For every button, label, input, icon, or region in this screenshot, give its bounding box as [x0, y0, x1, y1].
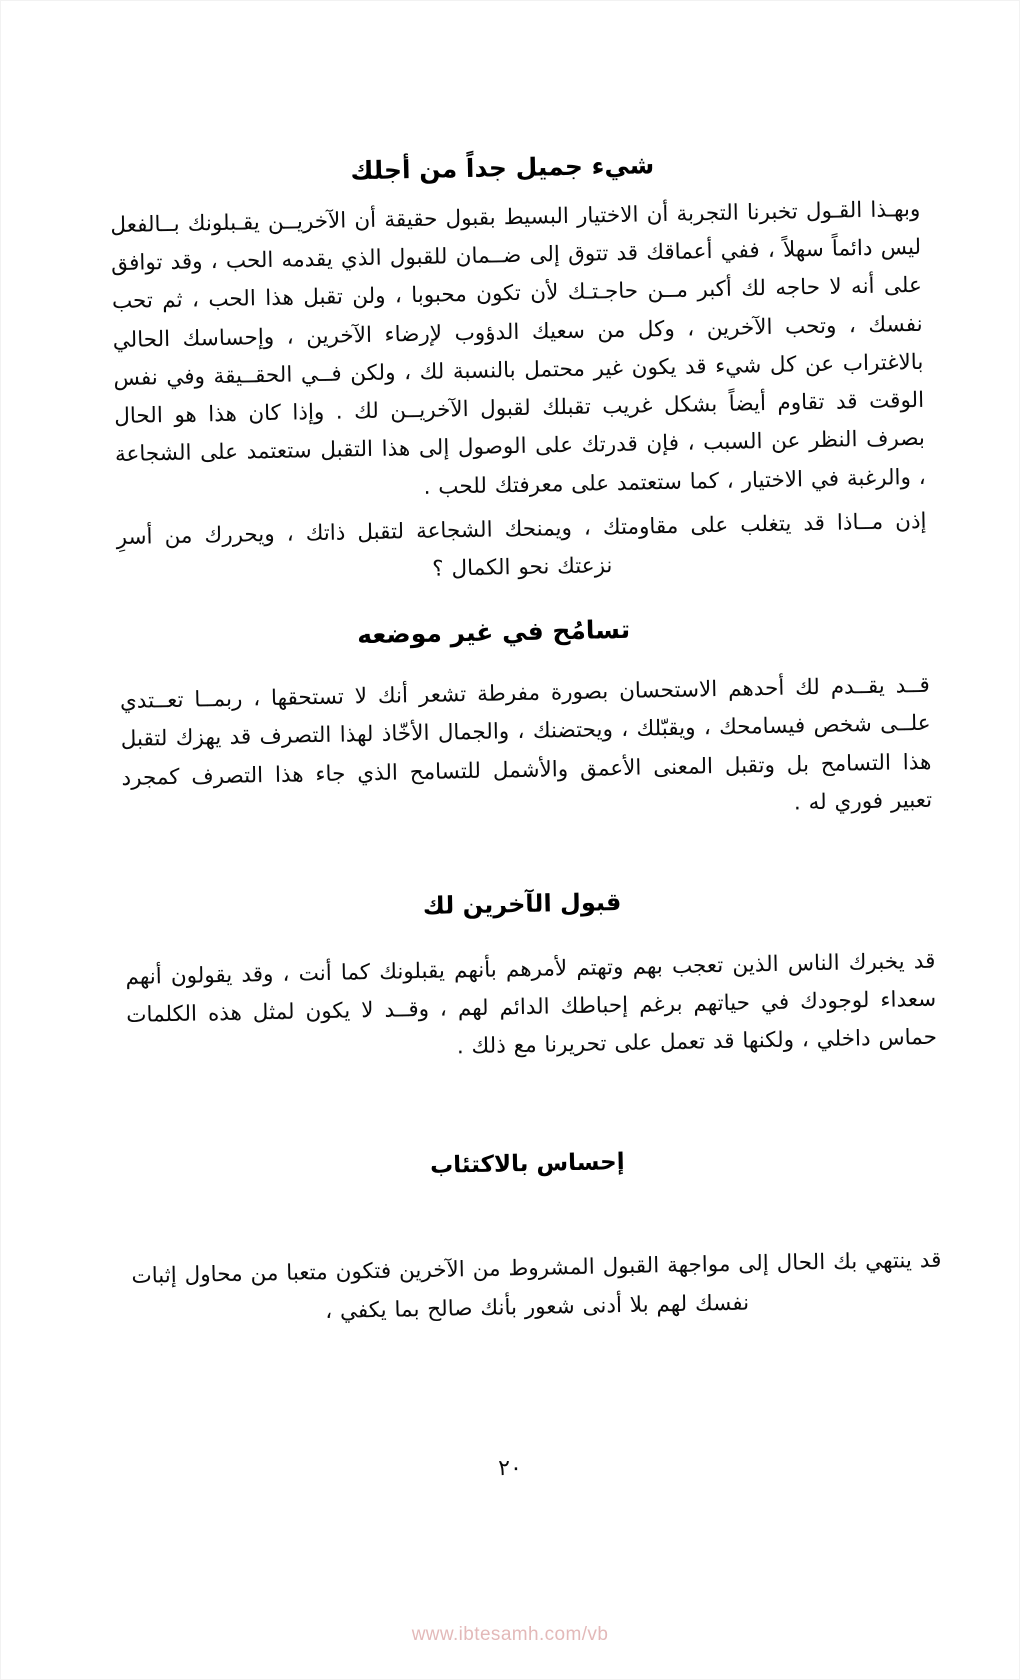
- paragraph-feeling-depressed-1: قد ينتهي بك الحال إلى مواجهة القبول المشروط من الآخرين فتكون متعبا من محاول إثبات نفسك لهم بلا أدنى شعور بأنك صالح بما يكفي ،: [131, 1248, 942, 1324]
- paragraph-misplaced-tolerance-1: قــد يقــدم لك أحدهم الاستحسان بصورة مفرطة تشعر أنك لا تستحقها ، ربمــا تعــتدي علــى شخص فيسامحك ، ويقبّلك ، ويحتضنك ، والجمال الأخّاذ لهذا التصرف قد يهزك لتقبل هذا التسامح بل وتقبل المعنى الأعمق والأشمل للتسامح الذي جاء هذا التصرف كمجرد تعبير فوري له .: [119, 672, 933, 816]
- site-watermark: www.ibtesamh.com/vb: [411, 1624, 609, 1645]
- section-heading-misplaced-tolerance: تسامُح في غير موضعه: [356, 615, 631, 650]
- section-heading-acceptance-by-others: قبول الآخرين لك: [422, 888, 622, 921]
- page-number: ٢٠: [497, 1455, 522, 1482]
- section-heading-something-beautiful: شيء جميل جداً من أجلك: [350, 150, 655, 186]
- paragraph-something-beautiful-1: وبهـذا القـول تخبرنا التجربة أن الاختيار البسيط بقبول حقيقة أن الآخريــن يقـبلونك بــالفعل ليس دائماً سهلاً ، ففي أعماقك قد تتوق إلى ضــمان للقبول الذي يقدمه الحب ، وقد توافق على أنه لا حاجه لك أكبر مــن حاجـتـك لأن تكون محبوبا ، ولن تقبل هذا الحب ، ثم تحب نفسك ، وتحب الآخرين ، وكل من سعيك الدؤوب لإرضاء الآخرين ، وإحساسك الحالي بالاغتراب عن كل شيء قد يكون غير محتمل بالنسبة لك ، ولكن فــي الحقــيقة وفي نفس الوقت قد تقاوم أيضاً بشكل غريب تقبلك لقبول الآخريــن لك . وإذا كان هذا هو الحال بصرف النظر عن السبب ، فإن قدرتك على الوصول إلى هذا التقبل ستعتمد على الشجاعة ، والرغبة في الاختيار ، كما ستعتمد على معرفتك للحب .: [110, 196, 926, 500]
- page-text-body: [109, 143, 943, 1341]
- paragraph-acceptance-by-others-1: قد يخبرك الناس الذين تعجب بهم وتهتم لأمرهم بأنهم يقبلونك كما أنت ، وقد يقولون أنهم سعداء لوجودك في حياتهم برغم إحباطك الدائم لهم ، وقــد لا يكون لمثل هذه الكلمات حماس داخلي ، ولكنها قد تعمل على تحريرنا مع ذلك .: [125, 948, 938, 1060]
- section-heading-feeling-depressed: إحساس بالاكتئاب: [429, 1149, 625, 1180]
- paragraph-something-beautiful-2: إذن مــاذا قد يتغلب على مقاومتك ، ويمنحك الشجاعة لتقبل ذاتك ، ويحررك من أسرِ نزعتك نحو الكمال ؟: [116, 508, 927, 582]
